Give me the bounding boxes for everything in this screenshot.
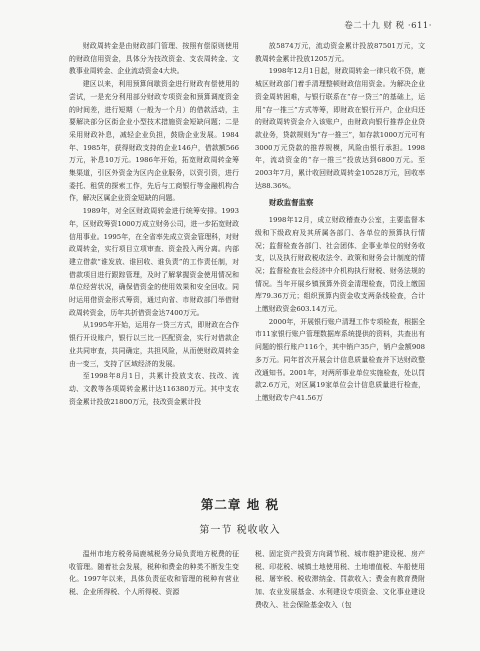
bottom-left-column <box>69 548 239 599</box>
paragraph: 温州市地方税务局鹿城税务分局负责地方税费的征收管理。随着社会发展，税种和费金的种类不断发生变化。1997年以来，具体负责征收和管理的税种有营业税、企业所得税、个人所得税、资源 <box>69 550 239 597</box>
paragraph: 2000年，开展银行账户清理工作专项检查，根据全市11家银行账户管理数据库系统提供的资料，共查出有问题的银行账户116个，其中销户35户，销户金额908多万元。同年首次开展会计信息质量检查并下达财政整改通知书。2001年，对两所事业单位实施检查，处以罚款2.6万元，对区属19家单位会计信息质量进行检查，上缴财政专户41.56万 <box>255 317 425 402</box>
subsection-heading: 财政监督监察 <box>269 198 314 208</box>
paragraph: 1998年12月1日起，财政周转金一律只收不贷，鹿城区财政部门着手清理整顿财政信用资金。为解决企业资金周转困难，与银行联系在“存一贷三”的基础上，运用“存一推三”方式等筹，即财政在银行开户，企业归还的财政周转资金介入该账户，由财政向银行推荐企业贷款业务，贷款规则为“存一推三”，如存款1000万元可有3000万元贷款的推荐规模，风险由银行承担。1998年，流动资金的“存一推三”投放达到6800万元。至2003年7月，累计收回财政周转金10528万元，回收率达88.36%。 <box>255 67 425 190</box>
paragraph: 财政周转金是由财政部门管理、按照有偿原则使用的财政信用资金，具体分为技改资金、支农周转金、文教事业周转金、企业流动资金4大块。 <box>69 42 239 76</box>
paragraph: 建区以来，利用预算间歇资金进行财政有偿使用的尝试，一是充分利用部分财政专项资金和预算调度资金的时间差，进行短期（一般为一个月）的借款活动，主要解决部分区街企业小型技术措施资金短缺问题；二是采用财政补息，减轻企业负担，鼓励企业发展。1984年、1985年，获得财政支持的企业146户，借款额566万元，补息10万元。1986年开始，拓宽财政周转金筹集渠道，引区外资金为区内企业服务，以资引资，进行委托、租赁的探索工作，先后与工商银行等金融机构合作，解决区属企业资金短缺的问题。 <box>69 80 239 203</box>
chapter-title: 第二章 地 税 <box>200 497 280 512</box>
running-head: 卷二十九 财 税 ·611· <box>344 21 432 31</box>
paragraph: 税、固定资产投资方向调节税、城市维护建设税、房产税、印花税、城镇土地使用税、土地增值税、车船使用税、屠宰税、税收滞纳金、罚款收入；费金有教育费附加、农业发展基金、水利建设专项资金、文化事业建设费收入、社会保险基金收入（包 <box>255 550 425 609</box>
paragraph: 1989年，对全区财政周转金进行统筹安排。1993年，区财政筹资1000万成立财务公司，进一步拓宽财政信用事业。1995年，在全省率先成立资金管理科，对财政周转金，实行项目立项审查、资金投入两分离。内部建立借款“谁发放、谁回收、谁负责”的工作责任制，对借款项目进行跟踪管理，及时了解掌握资金使用情况和单位经营状况，确保借资金的使用效果和安全回收。同时运用借资金形式筹资，通过向省、市财政部门举借财政周转资金，历年共折借资金达7400万元。 <box>69 207 239 317</box>
left-column <box>69 40 239 408</box>
paragraph: 至1998年8月1日，共累计投放支农、技改、流动、文教等各项周转金累计达116380万元。其中支农资金累计投放21800万元，技改资金累计投 <box>69 372 239 406</box>
section-title: 第一节 税收收入 <box>199 525 281 536</box>
paragraph: 放5874万元，流动资金累计投放87501万元，文教周转金累计投放1205万元。 <box>255 42 425 63</box>
paragraph: 从1995年开始，运用存一贷三方式，即财政在合作银行开设账户，银行以三比一匹配资金，实行对借款企业共同审查，共同确定，共担风险，从而使财政周转金由一变三，支持了区域经济的发展。 <box>69 321 239 368</box>
right-column <box>255 40 425 405</box>
paragraph: 1998年12月，成立财政稽查办公室，主要监督本级和下级政府及其所属各部门、各单位的预算执行情况；监督检查各部门、社会团体、企事业单位的财务收支，以及执行财政税收法令、政策和财务会计制度的情况；监督检查社会经济中介机构执行财税、财务法规的情况。当年开展乡镇预算外资金清理检查，罚没上缴国库79.36万元；组织预算内资金收支两条线检查，合计上缴财政资金603.14万元。 <box>255 216 425 314</box>
bottom-right-column <box>255 548 425 612</box>
